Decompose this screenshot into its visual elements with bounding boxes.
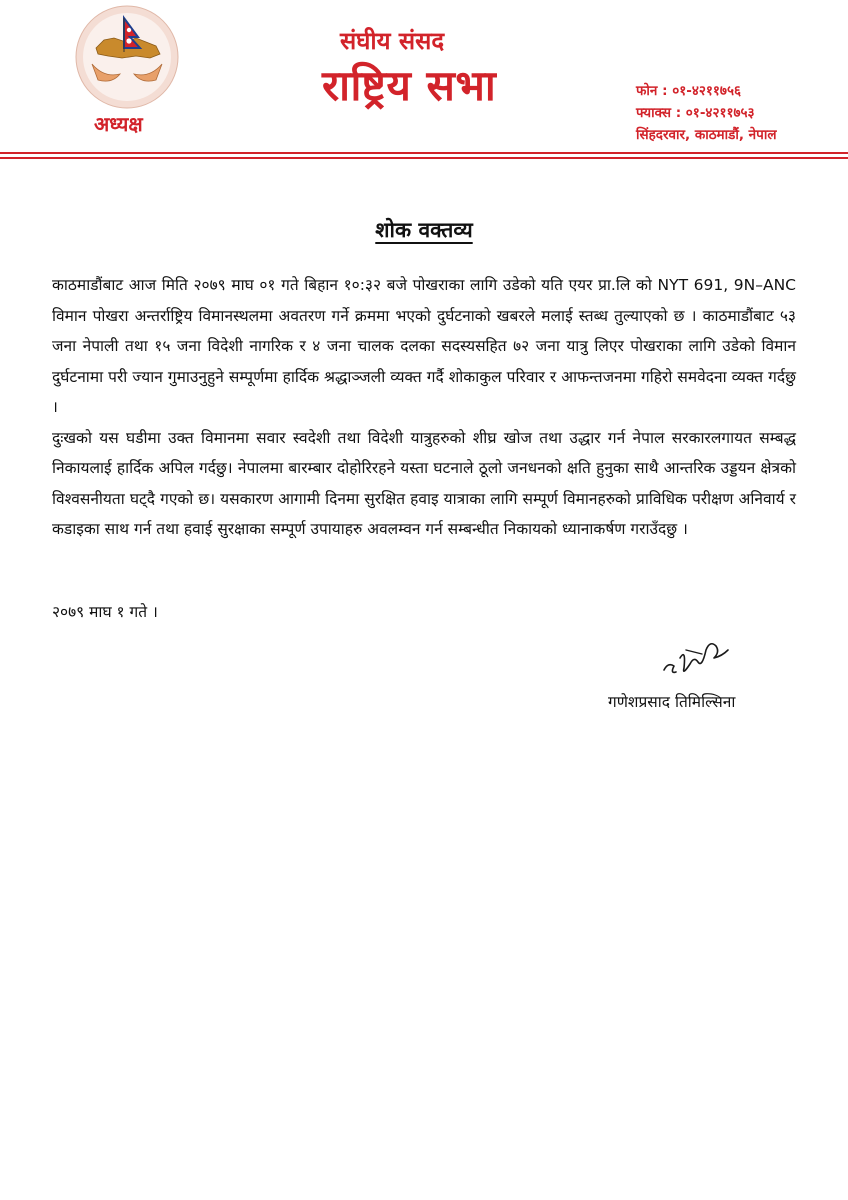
paragraph-1: काठमाडौंबाट आज मिति २०७९ माघ ०१ गते बिहान १०:३२ बजे पोखराका लागि उडेको यति एयर प्रा.लि को NYT 691, 9N–ANC विमान पोखरा अन्तर्राष्ट्रिय विमानस्थलमा अवतरण गर्ने क्रममा भएको दुर्घटनाको खबरले मलाई स्तब्ध तुल्याएको छ । काठमाडौंबाट ५३ जना नेपाली तथा १५ जना विदेशी नागरिक र ४ जना चालक दलका सदस्यसहित ७२ जना यात्रु लिएर पोखराका लागि उडेको विमान दुर्घटनामा परी ज्यान गुमाउनुहुने सम्पूर्णमा हार्दिक श्रद्धाञ्जली व्यक्त गर्दै शोकाकुल परिवार र आफन्तजनमा गहिरो समवेदना व्यक्त गर्दछु ।	[52, 276, 796, 416]
header-divider-top	[0, 152, 848, 154]
emblem-icon	[74, 4, 180, 110]
national-assembly-logo	[74, 4, 180, 110]
office-label: अध्यक्ष	[94, 112, 143, 136]
header-divider-bottom	[0, 157, 848, 159]
federal-parliament-heading: संघीय संसद	[340, 27, 445, 55]
document-title: शोक वक्तव्य	[375, 218, 473, 242]
contact-info	[636, 80, 776, 146]
handwritten-signature-icon	[656, 628, 736, 688]
phone-number: फोन : ०१-४२११७५६	[636, 83, 741, 99]
signature-image	[656, 628, 736, 688]
letterhead	[0, 0, 848, 160]
paragraph-2: दुःखको यस घडीमा उक्त विमानमा सवार स्वदेशी तथा विदेशी यात्रुहरुको शीघ्र खोज तथा उद्धार गर्न नेपाल सरकारलगायत सम्बद्ध निकायलाई हार्दिक अपिल गर्दछु। नेपालमा बारम्बार दोहोरिरहने यस्ता घटनाले ठूलो जनधनको क्षति हुनुका साथै आन्तरिक उड्डयन क्षेत्रको विश्वसनीयता घट्दै गएको छ। यसकारण आगामी दिनमा सुरक्षित हवाइ यात्राका लागि सम्पूर्ण विमानहरुको प्राविधिक परीक्षण अनिवार्य र कडाइका साथ गर्न तथा हवाई सुरक्षाका सम्पूर्ण उपायाहरु अवलम्वन गर्न सम्बन्धीत निकायको ध्यानाकर्षण गराउँदछु ।	[52, 428, 796, 538]
signer-name: गणेशप्रसाद तिमिल्सिना	[608, 693, 736, 711]
address: सिंहदरवार, काठमाडौं, नेपाल	[636, 127, 777, 143]
statement-body	[52, 270, 796, 545]
national-assembly-heading: राष्ट्रिय सभा	[322, 61, 497, 110]
fax-number: फ्याक्स : ०१-४२११७५३	[636, 105, 755, 121]
statement-date: २०७९ माघ १ गते ।	[52, 603, 158, 621]
